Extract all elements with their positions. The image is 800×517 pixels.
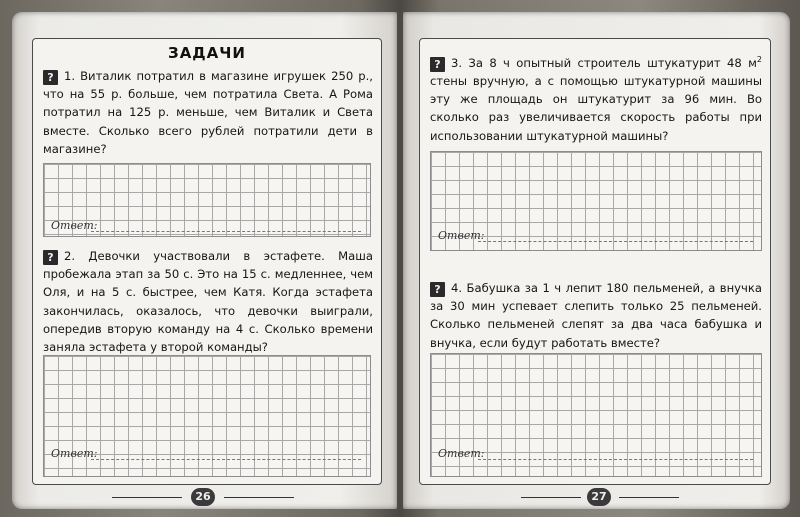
question-icon: ? <box>43 70 58 85</box>
footer-line <box>619 497 679 498</box>
question-icon: ? <box>430 57 445 72</box>
footer-line <box>521 497 581 498</box>
task-3-answer-label: Ответ: <box>438 229 485 242</box>
task-3 <box>430 51 762 145</box>
right-page-frame <box>419 38 771 485</box>
task-2 <box>43 247 373 356</box>
page-number: 27 <box>587 488 611 506</box>
task-2-answer-label: Ответ: <box>51 447 98 460</box>
left-page-frame <box>32 38 382 485</box>
task-4-answer-line[interactable] <box>478 459 753 460</box>
task-4-answer-label: Ответ: <box>438 447 485 460</box>
right-page-footer <box>403 488 790 508</box>
footer-line <box>112 497 182 498</box>
task-1 <box>43 67 373 158</box>
left-page-footer <box>12 488 397 508</box>
right-page <box>403 12 790 509</box>
task-3-text: 3. За 8 ч опытный строитель штукатурит 48 м <box>451 55 757 70</box>
task-4-text: 4. Бабушка за 1 ч лепит 180 пельменей, а внучка за 30 мин успевает слепить только 25 пельменей. Сколько пельменей слепят за два часа бабушка и внучка, если будут работать вместе? <box>430 281 762 350</box>
left-page <box>12 12 397 509</box>
task-1-text: 1. Виталик потратил в магазине игрушек 250 р., что на 55 р. больше, чем потратила Света. А Рома потратил на 125 р. меньше, чем Виталик и Света вместе. Сколько всего рублей потратили дети в магазине? <box>43 69 373 156</box>
task-1-answer-label: Ответ: <box>51 219 98 232</box>
task-3-text-rest: стены вручную, а с помощью штукатурной машины эту же площадь он штукатурит за 96 мин. Во сколько раз увеличивается скорость работы при использовании штукатурной машины? <box>430 74 762 143</box>
task-2-answer-line[interactable] <box>91 459 361 460</box>
task-4 <box>430 279 762 352</box>
task-2-text: 2. Девочки участвовали в эстафете. Маша пробежала этап за 50 с. Это на 15 с. медленнее, чем Оля, и на 5 с. быстрее, чем Катя. Когда эстафета закончилась, оказалось, что девочки выиграли, опередив вторую команду на 4 с. Сколько времени заняла эстафета у второй команды? <box>43 249 373 355</box>
question-icon: ? <box>430 282 445 297</box>
question-icon: ? <box>43 250 58 265</box>
task-3-answer-line[interactable] <box>478 241 753 242</box>
footer-line <box>224 497 294 498</box>
task-3-superscript: 2 <box>756 55 762 64</box>
task-1-answer-line[interactable] <box>91 231 361 232</box>
page-title: ЗАДАЧИ <box>168 44 246 62</box>
page-number: 26 <box>191 488 215 506</box>
